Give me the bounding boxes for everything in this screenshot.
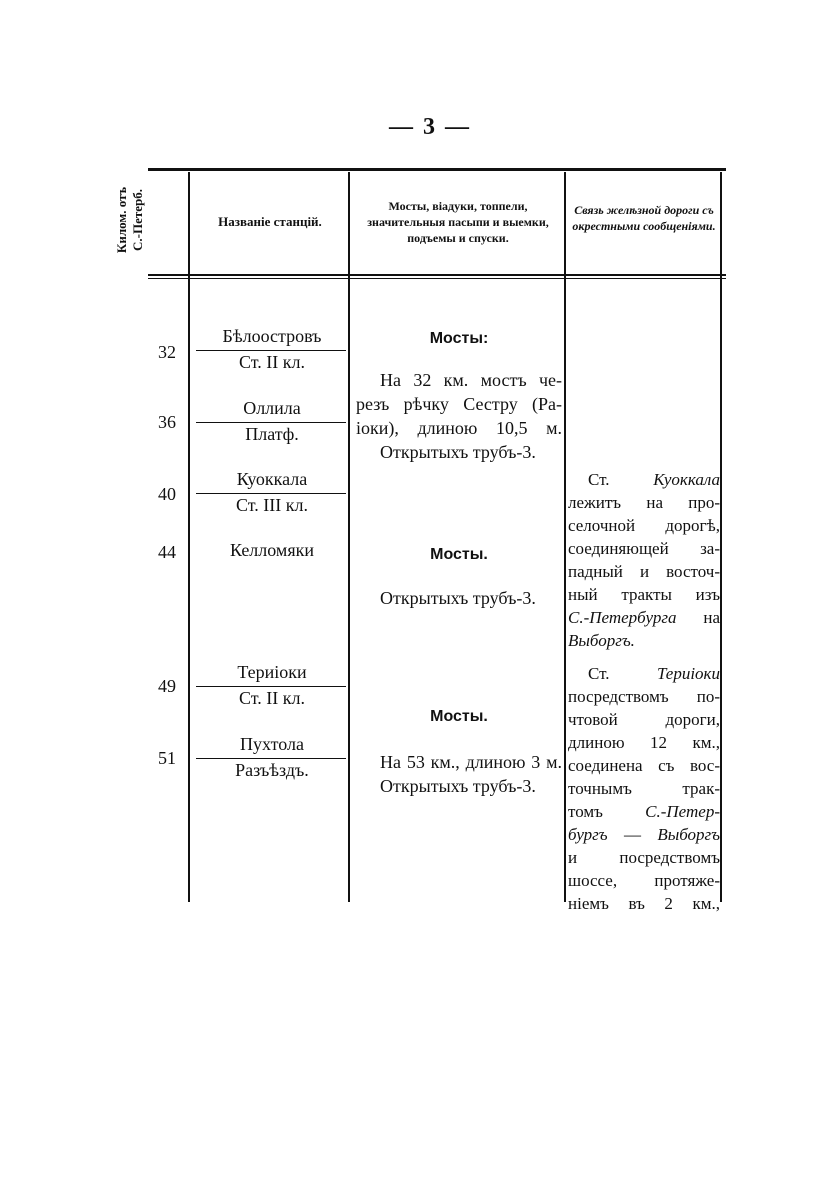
km-40: 40	[158, 484, 176, 504]
text-line: соединена съ вос-	[568, 756, 720, 775]
station-name: Териіоки	[237, 662, 307, 682]
text-line: ніемъ въ 2 км.,	[568, 894, 720, 913]
station-separator	[196, 686, 346, 687]
km-36: 36	[158, 412, 176, 432]
header-km: Килом. отъ С.-Петерб.	[114, 186, 145, 254]
text-line: На 53 км., длиною 3 м.	[380, 752, 562, 772]
text-line: томъ С.-Петер-	[568, 802, 720, 821]
column-divider-4	[720, 172, 722, 902]
text-line: посредствомъ по-	[568, 687, 720, 706]
text-line: селочной дорогѣ,	[568, 516, 720, 535]
text-line: чтовой дороги,	[568, 710, 720, 729]
station-separator	[196, 350, 346, 351]
text-line: Ст. Териіоки	[588, 664, 720, 683]
bridges-text	[356, 750, 562, 798]
km-49: 49	[158, 676, 176, 696]
text-line: Выборгъ.	[568, 631, 635, 650]
column-divider-3	[564, 172, 566, 902]
text-line: Открытыхъ трубъ-3.	[380, 442, 536, 462]
text-line: и посредствомъ	[568, 848, 720, 867]
page-number: — 3 —	[389, 114, 471, 140]
station-separator	[196, 422, 346, 423]
table-top-rule	[148, 168, 726, 171]
station-class: Ст. II кл.	[239, 352, 305, 372]
text-line: длиною 12 км.,	[568, 733, 720, 752]
bridges-text	[356, 586, 562, 610]
text-line: Ст. Куоккала	[588, 470, 720, 489]
bridges-text	[356, 368, 562, 464]
station-separator	[196, 758, 346, 759]
text-line: іоки), длиною 10,5 м.	[356, 418, 562, 438]
text-line: резъ рѣчку Сестру (Ра-	[356, 394, 562, 414]
text-line: На 32 км. мостъ че-	[380, 370, 562, 390]
station-name: Келломяки	[230, 540, 314, 560]
bridges-title: Мосты:	[429, 330, 489, 347]
station-name: Пухтола	[240, 734, 304, 754]
connection-kuokkala	[568, 468, 720, 652]
text-line: Открытыхъ трубъ-3.	[380, 588, 536, 608]
header-bottom-rule	[148, 274, 726, 276]
bridges-title: Мосты.	[430, 546, 488, 563]
header-bottom-rule-2	[148, 278, 726, 279]
column-divider-2	[348, 172, 350, 902]
text-line: падный и восточ-	[568, 562, 720, 581]
station-class: Ст. II кл.	[239, 688, 305, 708]
station-name: Куоккала	[236, 469, 308, 489]
header-bridges: Мосты, віадуки, топпели, значительныя пасыпи и выемки, подъемы и спуски.	[367, 199, 549, 245]
header-connection: Связь желѣзной дороги съ окрестными сообщеніями.	[572, 203, 716, 233]
connection-terijoki	[568, 662, 720, 915]
station-name: Бѣлоостровъ	[222, 326, 322, 346]
text-line: бургъ — Выборгъ	[568, 825, 721, 844]
station-name: Оллила	[243, 398, 301, 418]
text-line: шоссе, протяже-	[568, 871, 720, 890]
text-line: Открытыхъ трубъ-3.	[380, 776, 536, 796]
km-44: 44	[158, 542, 176, 562]
km-32: 32	[158, 342, 176, 362]
km-51: 51	[158, 748, 176, 768]
station-class: Платф.	[245, 424, 299, 444]
column-divider-1	[188, 172, 190, 902]
station-class: Ст. III кл.	[236, 495, 308, 515]
station-separator	[196, 493, 346, 494]
text-line: ный тракты изъ	[568, 585, 720, 604]
station-class: Разъѣздъ.	[235, 760, 309, 780]
bridges-title: Мосты.	[430, 708, 488, 725]
text-line: соединяющей за-	[568, 539, 720, 558]
header-station: Названіе станцій.	[218, 214, 322, 229]
text-line: лежитъ на про-	[568, 493, 720, 512]
text-line: С.-Петербурга на	[568, 608, 720, 627]
text-line: точнымъ трак-	[568, 779, 720, 798]
